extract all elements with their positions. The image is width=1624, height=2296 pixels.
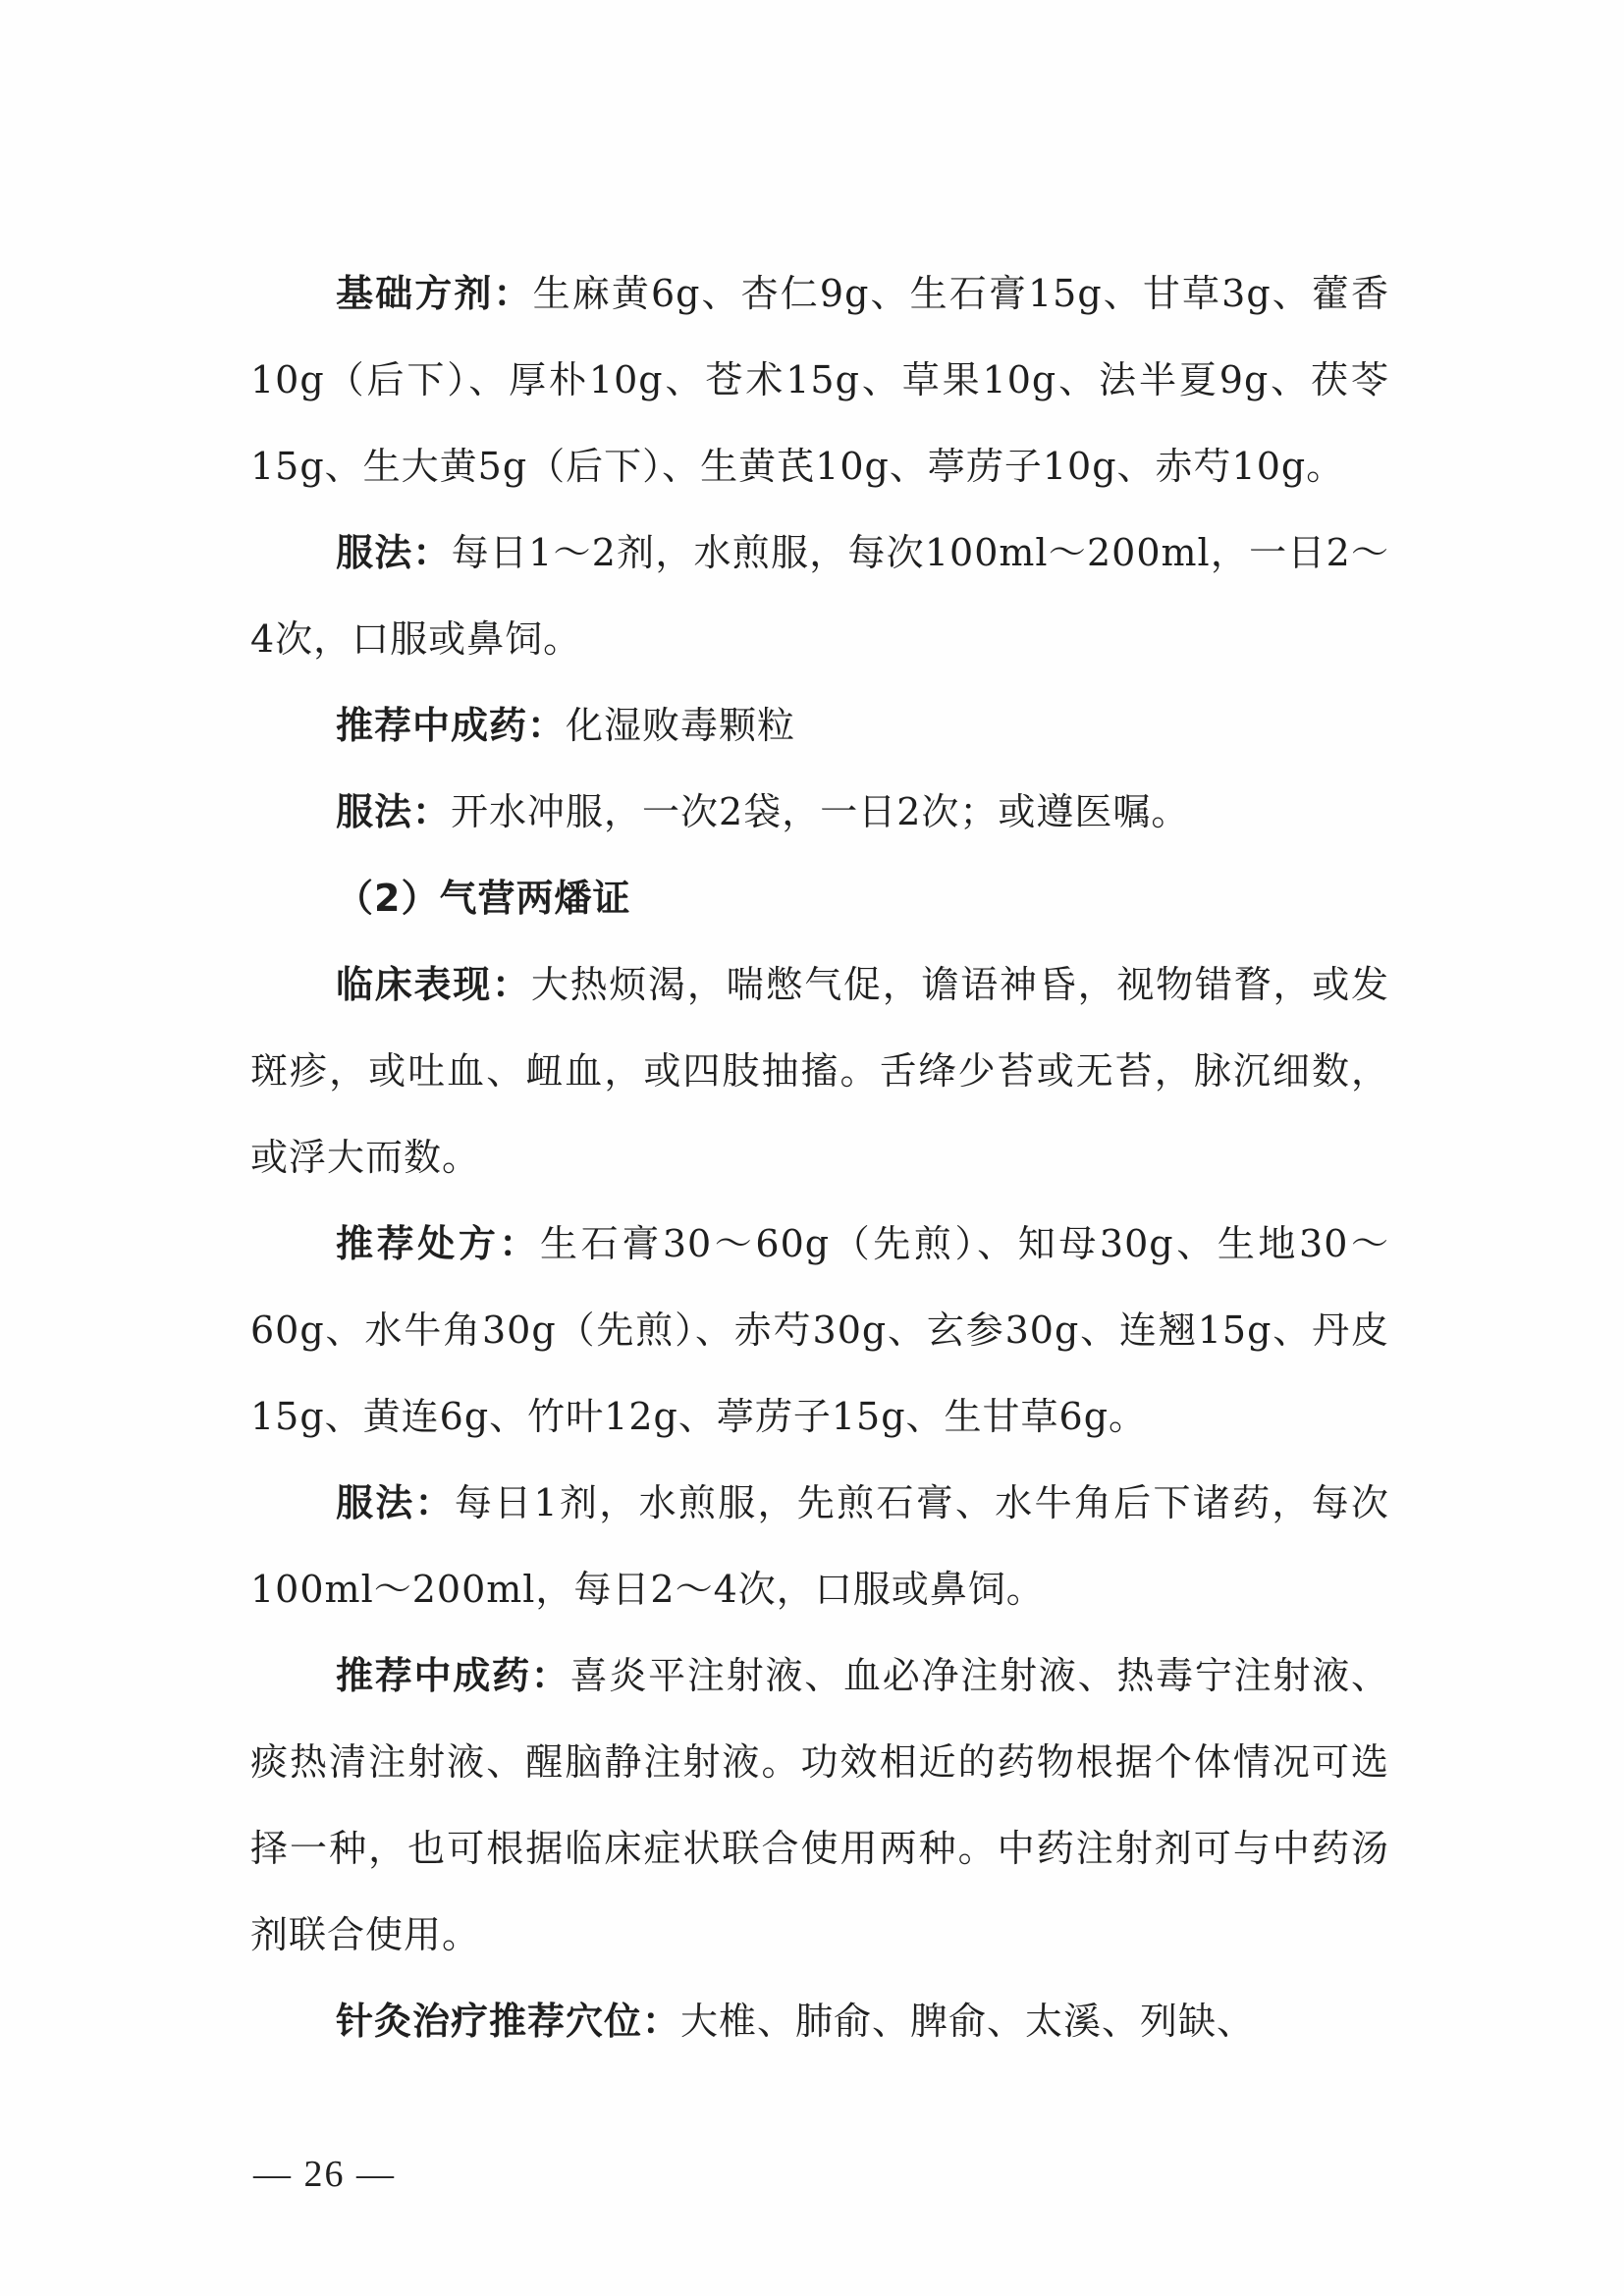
paragraph-label: 临床表现： [336, 963, 531, 1006]
paragraph-label: 推荐中成药： [336, 1654, 570, 1697]
paragraph-label: 推荐中成药： [336, 704, 567, 747]
paragraph-recommended-medicine [250, 682, 1389, 769]
paragraph-text: 每日1剂，水煎服，先煎石膏、水牛角后下诸药，每次100ml～200ml，每日2～4次，口服或鼻饲。 [250, 1481, 1389, 1611]
section-heading-text: （2）气营两燔证 [336, 877, 631, 920]
page-number: — 26 — [253, 2154, 396, 2195]
paragraph-label: 服法： [336, 1481, 455, 1524]
paragraph-dosage [250, 1460, 1389, 1632]
section-heading [250, 855, 1389, 941]
paragraph-base-formula [250, 250, 1389, 509]
paragraph-clinical-manifestation [250, 941, 1389, 1201]
paragraph-text: 喜炎平注射液、血必净注射液、热毒宁注射液、痰热清注射液、醒脑静注射液。功效相近的药物根据个体情况可选择一种，也可根据临床症状联合使用两种。中药注射剂可与中药汤剂联合使用。 [250, 1654, 1389, 1956]
paragraph-label: 基础方剂： [336, 272, 533, 315]
paragraph-text: 生石膏30～60g（先煎）、知母30g、生地30～60g、水牛角30g（先煎）、赤芍30g、玄参30g、连翘15g、丹皮15g、黄连6g、竹叶12g、葶苈子15g、生甘草6g。 [250, 1222, 1389, 1438]
paragraph-text: 每日1～2剂，水煎服，每次100ml～200ml，一日2～4次，口服或鼻饲。 [250, 531, 1389, 661]
paragraph-dosage [250, 769, 1389, 855]
paragraph-label: 服法： [336, 790, 452, 833]
paragraph-text: 生麻黄6g、杏仁9g、生石膏15g、甘草3g、藿香10g（后下）、厚朴10g、苍术15g、草果10g、法半夏9g、茯苓15g、生大黄5g（后下）、生黄芪10g、葶苈子10g、赤芍10g。 [250, 272, 1389, 488]
page-content [250, 250, 1389, 2064]
paragraph-text: 开水冲服，一次2袋，一日2次；或遵医嘱。 [451, 790, 1190, 833]
paragraph-text: 大热烦渴，喘憋气促，谵语神昏，视物错瞀，或发斑疹，或吐血、衄血，或四肢抽搐。舌绛少苔或无苔，脉沉细数，或浮大而数。 [250, 963, 1389, 1179]
paragraph-label: 针灸治疗推荐穴位： [336, 2000, 681, 2043]
paragraph-text: 大椎、肺俞、脾俞、太溪、列缺、 [680, 2000, 1256, 2043]
paragraph-dosage [250, 509, 1389, 682]
paragraph-acupuncture [250, 1978, 1389, 2064]
paragraph-text: 化湿败毒颗粒 [566, 704, 796, 747]
paragraph-recommended-medicine [250, 1632, 1389, 1978]
paragraph-recommended-prescription [250, 1201, 1389, 1460]
paragraph-label: 服法： [336, 531, 452, 574]
paragraph-label: 推荐处方： [336, 1222, 541, 1265]
